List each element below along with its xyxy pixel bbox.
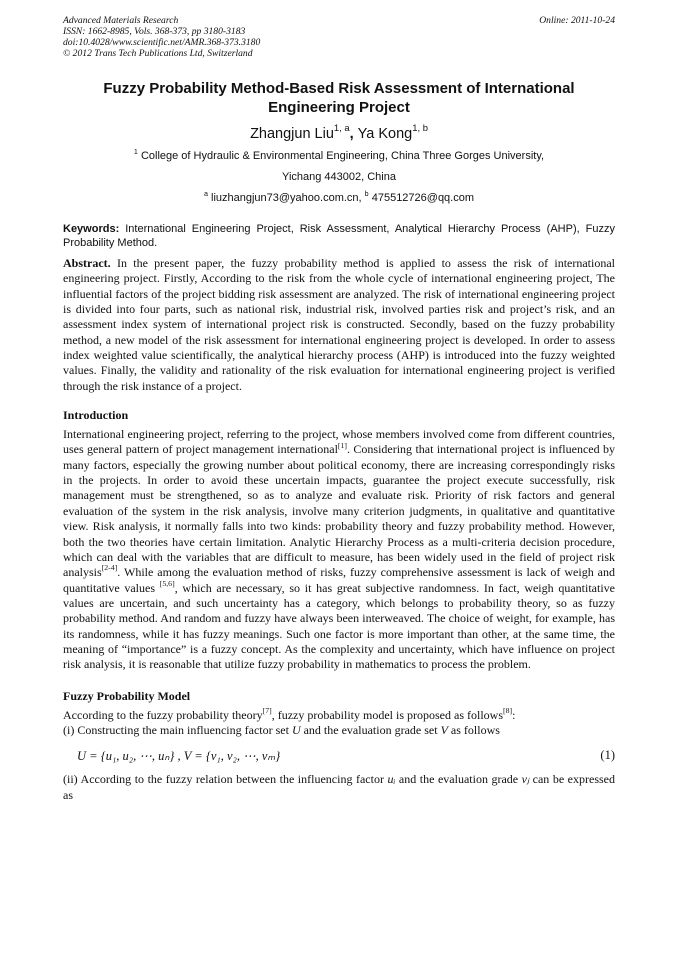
abstract-label: Abstract. [63,256,111,270]
keywords-label: Keywords: [63,223,120,235]
email-link[interactable]: liuzhangjun73@yahoo.com.cn, [211,192,362,204]
journal-name: Advanced Materials Research [63,15,179,26]
paper-page [63,15,615,803]
author-separator: , [349,126,358,142]
symbol-ui: uᵢ [387,772,396,787]
symbol-vj: vⱼ [521,772,530,787]
equation-1 [63,744,615,772]
keywords [63,222,615,250]
email-line [63,188,615,209]
author-sup: 1, b [412,122,428,134]
keywords-text: International Engineering Project, Risk Assessment, Analytical Hierarchy Process (AHP), Fuzzy Probability Method. [63,223,615,249]
paragraph-text: According to the fuzzy probability theory [63,707,263,722]
model-step-i: (i) Constructing the main influencing factor set U and the evaluation grade set V as follows [63,722,500,737]
paragraph-text: . While among the evaluation method of risks, fuzzy comprehensive assessment is lack of weigh and quantitative values [63,565,615,595]
author-sup: 1, a [333,122,350,134]
citation[interactable]: [8] [503,705,513,715]
citation[interactable]: [7] [262,705,272,715]
paragraph-text: International engineering project, referring to the project, whose members involved come from different countries, uses general pattern of project management international [63,427,615,457]
affiliation [63,146,615,209]
citation[interactable]: [1] [337,440,347,450]
equation-body: U = {u₁, u₂, ⋯, uₙ} , V = {v₁, v₂, ⋯, vₘ} [77,749,281,764]
abstract [63,256,615,394]
online-date: Online: 2011-10-24 [539,15,615,26]
paragraph-text: . Considering that international project is influenced by many factors, especially the growing number about political economy, there are increasing correspondingly risks in the projects. In order to avoid these uncertain impacts, guarantee the project execute successfully, risk management must be strengthened, so as to analyze and evaluate risk. Priority of risk factors and general evaluation of the system in the risk analysis, involve many criterion judgments, in qualitative and quantitative view. Risk analysis, it normally falls into two kinds: probability theory and fuzzy probability method. However, both the two theories have certain limitation. Analytic Hierarchy Process as a multi-criteria decision procedure, which can deal with the variables that are difficult to measure, has been widely used in the field of project risk analysis [63,442,615,580]
author-line [63,122,615,143]
paragraph-text: , fuzzy probability model is proposed as follows [271,707,503,722]
affiliation-line: Yichang 443002, China [282,171,396,183]
abstract-text: In the present paper, the fuzzy probability method is applied to assess the risk of international engineering project. Firstly, According to the risk from the whole cycle of international engineering project, The influential factors of the project bidding risk assessment are analyzed. The risk of international engineering project is divided into four parts, such as national risk, industrial risk, involved parties risk and project’s risk, and an assessment index system of international project risk is constructed. Secondly, based on the fuzzy probability method, a new model of the risk assessment for international engineering project is developed. In order to assess index weighted value scientifically, the analytical hierarchy process (AHP) is introduced into the fuzzy weighted values. Finally, the validity and rationality of the risk evaluation for international engineering project is verified through the risk instance of a project. [63,256,616,393]
author-name: Ya Kong [357,126,413,142]
email-sup: a [203,189,208,198]
affiliation-sup: 1 [133,147,138,156]
issn-line: ISSN: 1662-8985, Vols. 368-373, pp 3180-3183 [63,26,246,37]
section-heading-model: Fuzzy Probability Model [63,688,191,703]
citation[interactable]: [5,6] [159,578,175,588]
introduction-paragraph [63,427,615,673]
paragraph-text: , which are necessary, so it has great subjective randomness. In fact, weigh quantitative values are uncertain, and such uncertainty has a category, which belongs to probability theory, so as fuzzy probability method. And random and fuzzy have always been interweaved. The choice of weight, for example, has its randomness, while it has fuzzy meanings. Such one factor is more important than other, at the same time, the meaning of “importance” is a fuzzy concept. As the complexity and uncertainty, which have influence on project risk analysis, it is reasonable that utilize fuzzy probability in mathematics to process the problem. [63,580,616,672]
equation-number: (1) [600,748,615,763]
model-paragraph [63,705,615,723]
doi-line: doi:10.4028/www.scientific.net/AMR.368-373.3180 [63,37,261,48]
publication-header [63,15,615,59]
affiliation-line: College of Hydraulic & Environmental Engineering, China Three Gorges University, [140,150,545,162]
email-link[interactable]: 475512726@qq.com [371,192,475,204]
symbol-V: V [440,722,448,737]
section-heading-introduction: Introduction [63,408,129,423]
citation[interactable]: [2-4] [101,563,118,573]
copyright-line: © 2012 Trans Tech Publications Ltd, Switzerland [63,48,253,59]
model-step-ii: (ii) According to the fuzzy relation between the influencing factor uᵢ and the evaluation grade vⱼ can be expressed as [63,772,615,802]
email-sup: b [364,189,369,198]
symbol-U: U [291,722,301,737]
paragraph-text: : [512,707,516,722]
paper-title: Fuzzy Probability Method-Based Risk Assessment of International Engineering Project [103,80,575,116]
author-name: Zhangjun Liu [250,126,334,142]
